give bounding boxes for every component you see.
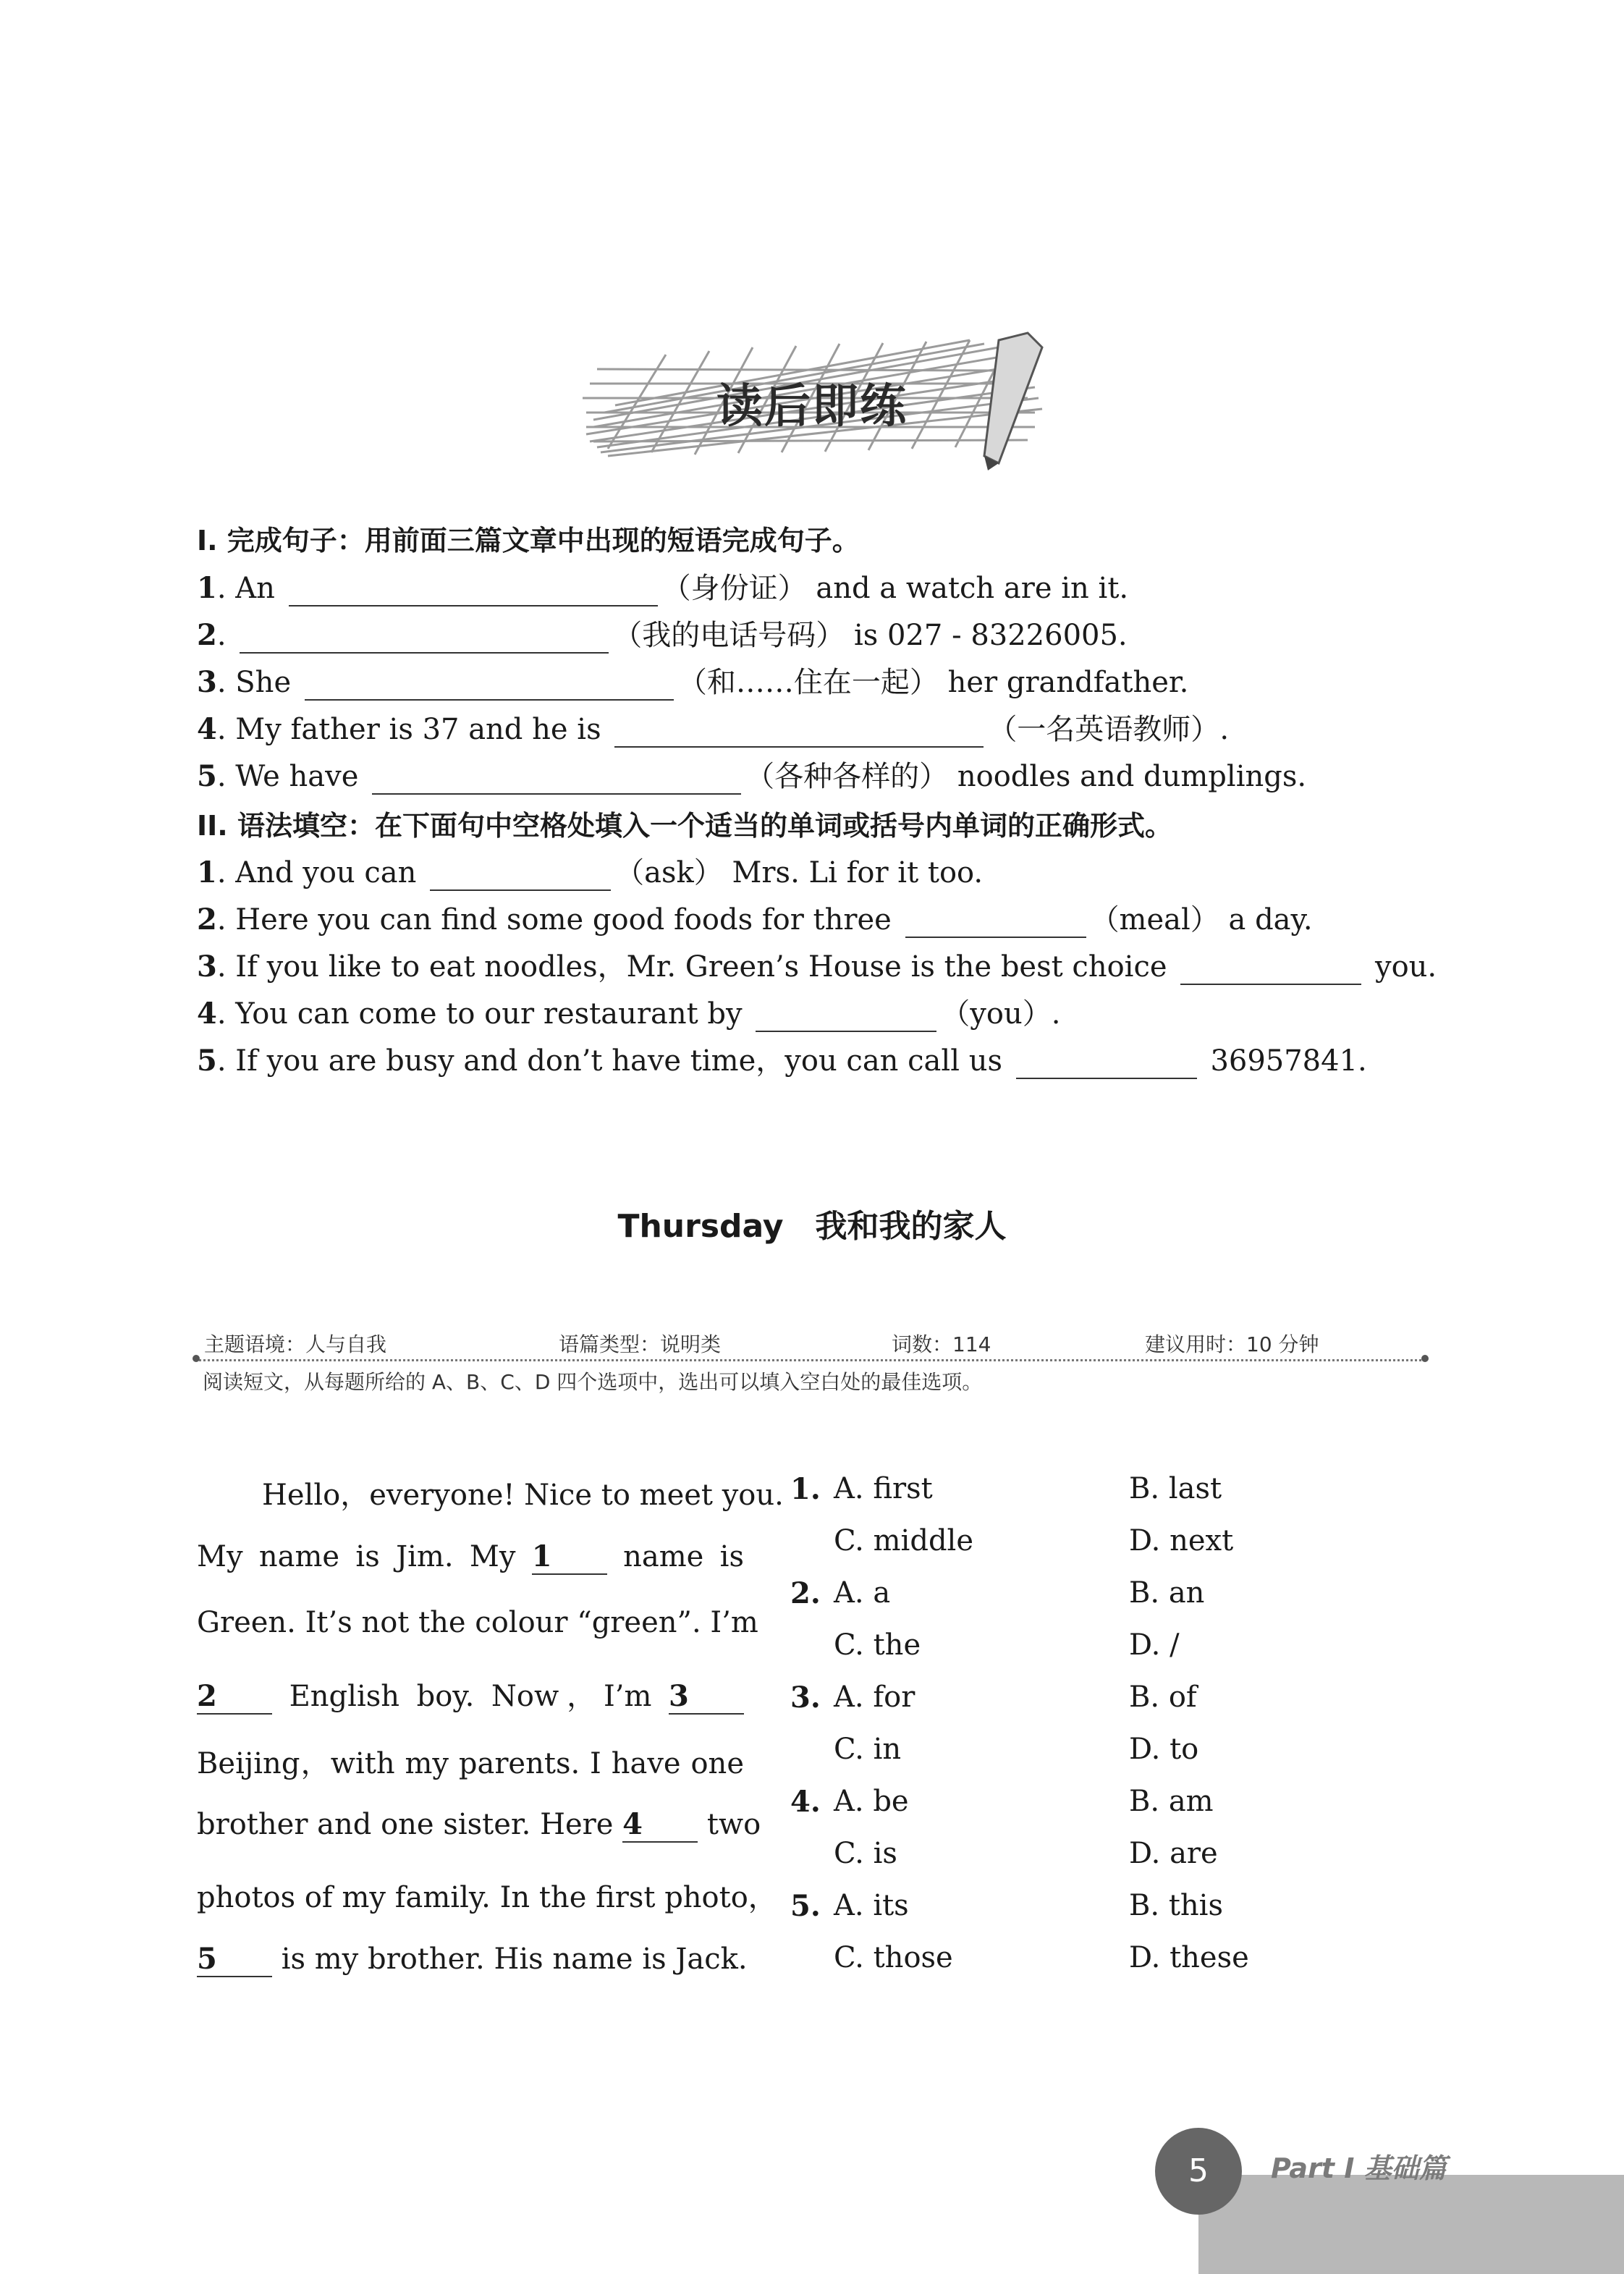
option-c[interactable]: C. those — [834, 1941, 953, 1974]
part1-item-4: 4. My father is 37 and he is （一名英语教师）. — [197, 712, 1230, 746]
answer-blank[interactable] — [240, 626, 609, 654]
passage-blank-2[interactable]: 2 — [197, 1679, 272, 1715]
answer-blank[interactable] — [1180, 958, 1361, 985]
option-c[interactable]: C. middle — [834, 1524, 974, 1557]
option-number: 5. — [790, 1889, 821, 1923]
answer-blank[interactable] — [1016, 1052, 1197, 1079]
option-a[interactable]: A. for — [834, 1681, 915, 1714]
answer-blank[interactable] — [614, 720, 984, 748]
answer-blank[interactable] — [372, 767, 741, 795]
option-d[interactable]: D. / — [1129, 1628, 1180, 1662]
answer-blank[interactable] — [430, 863, 611, 891]
part2-item-3: 3. If you like to eat noodles，Mr. Green’s House is the best choice you. — [197, 950, 1437, 984]
part1-item-3: 3. She （和……住在一起） her grandfather. — [197, 665, 1189, 699]
meta-theme: 主题语境：人与自我 — [204, 1332, 387, 1356]
day-label: Thursday — [617, 1208, 784, 1245]
option-c[interactable]: C. is — [834, 1837, 897, 1870]
option-c[interactable]: C. in — [834, 1733, 902, 1766]
passage-line: Beijing，with my parents. I have one — [197, 1747, 744, 1780]
passage-line: 2 English boy. Now，I’m 3 — [197, 1673, 744, 1715]
part1-heading: I. 完成句子：用前面三篇文章中出现的短语完成句子。 — [197, 525, 860, 557]
option-a[interactable]: A. be — [834, 1785, 909, 1818]
option-a[interactable]: A. its — [834, 1889, 909, 1922]
passage-line: My name is Jim. My 1 name is — [197, 1539, 745, 1573]
divider-dot — [193, 1355, 200, 1362]
passage-blank-3[interactable]: 3 — [669, 1679, 744, 1715]
option-d[interactable]: D. are — [1129, 1837, 1218, 1870]
option-a[interactable]: A. a — [834, 1576, 891, 1610]
option-b[interactable]: B. an — [1129, 1576, 1205, 1610]
part2-item-1: 1. And you can （ask） Mrs. Li for it too. — [197, 855, 984, 889]
answer-blank[interactable] — [905, 910, 1086, 938]
dotted-divider — [195, 1359, 1426, 1361]
option-number: 1. — [790, 1472, 821, 1506]
option-a[interactable]: A. first — [834, 1472, 933, 1505]
passage-line: Green. It’s not the colour “green”. I’m — [197, 1606, 758, 1639]
divider-dot — [1421, 1355, 1429, 1362]
passage-line: 5 is my brother. His name is Jack. — [197, 1942, 748, 1976]
meta-time: 建议用时：10 分钟 — [1145, 1332, 1319, 1356]
part1-item-2: 2. （我的电话号码） is 027 - 83226005. — [197, 618, 1128, 652]
banner-title: 读后即练 — [716, 380, 908, 434]
part-label: Part Ⅰ 基础篇 — [1271, 2152, 1447, 2184]
option-b[interactable]: B. this — [1129, 1889, 1223, 1922]
part2-heading: II. 语法填空：在下面句中空格处填入一个适当的单词或括号内单词的正确形式。 — [197, 810, 1172, 842]
option-number: 2. — [790, 1576, 821, 1610]
passage-line: brother and one sister. Here 4 two — [197, 1807, 761, 1841]
answer-blank[interactable] — [305, 673, 674, 701]
option-d[interactable]: D. to — [1129, 1733, 1199, 1766]
part1-item-1: 1. An （身份证） and a watch are in it. — [197, 571, 1129, 605]
part1-item-5: 5. We have （各种各样的） noodles and dumplings. — [197, 759, 1307, 793]
option-d[interactable]: D. next — [1129, 1524, 1234, 1557]
part2-item-5: 5. If you are busy and don’t have time，you can call us 36957841. — [197, 1044, 1367, 1078]
option-d[interactable]: D. these — [1129, 1941, 1249, 1974]
passage-line: Hello，everyone! Nice to meet you. — [262, 1479, 784, 1512]
option-number: 4. — [790, 1785, 821, 1819]
passage-blank-5[interactable]: 5 — [197, 1942, 272, 1977]
topic-label: 我和我的家人 — [815, 1208, 1007, 1245]
part2-item-2: 2. Here you can find some good foods for three （meal） a day. — [197, 903, 1313, 937]
section-title — [0, 1200, 1624, 1246]
option-b[interactable]: B. am — [1129, 1785, 1214, 1818]
meta-words: 词数：114 — [892, 1332, 991, 1356]
pencil-icon — [984, 333, 1042, 470]
instruction: 阅读短文，从每题所给的 A、B、C、D 四个选项中，选出可以填入空白处的最佳选项。 — [203, 1370, 983, 1394]
passage-line: photos of my family. In the first photo， — [197, 1881, 777, 1914]
option-number: 3. — [790, 1681, 821, 1715]
passage-blank-1[interactable]: 1 — [532, 1539, 607, 1575]
page-number: 5 — [1155, 2128, 1242, 2215]
part2-item-4: 4. You can come to our restaurant by （you）. — [197, 997, 1061, 1031]
answer-blank[interactable] — [756, 1005, 936, 1032]
answer-blank[interactable] — [289, 579, 658, 606]
passage-blank-4[interactable]: 4 — [622, 1807, 698, 1843]
option-b[interactable]: B. last — [1129, 1472, 1222, 1505]
meta-type: 语篇类型：说明类 — [559, 1332, 722, 1356]
footer-bar — [1198, 2175, 1624, 2274]
option-c[interactable]: C. the — [834, 1628, 921, 1662]
option-b[interactable]: B. of — [1129, 1681, 1197, 1714]
